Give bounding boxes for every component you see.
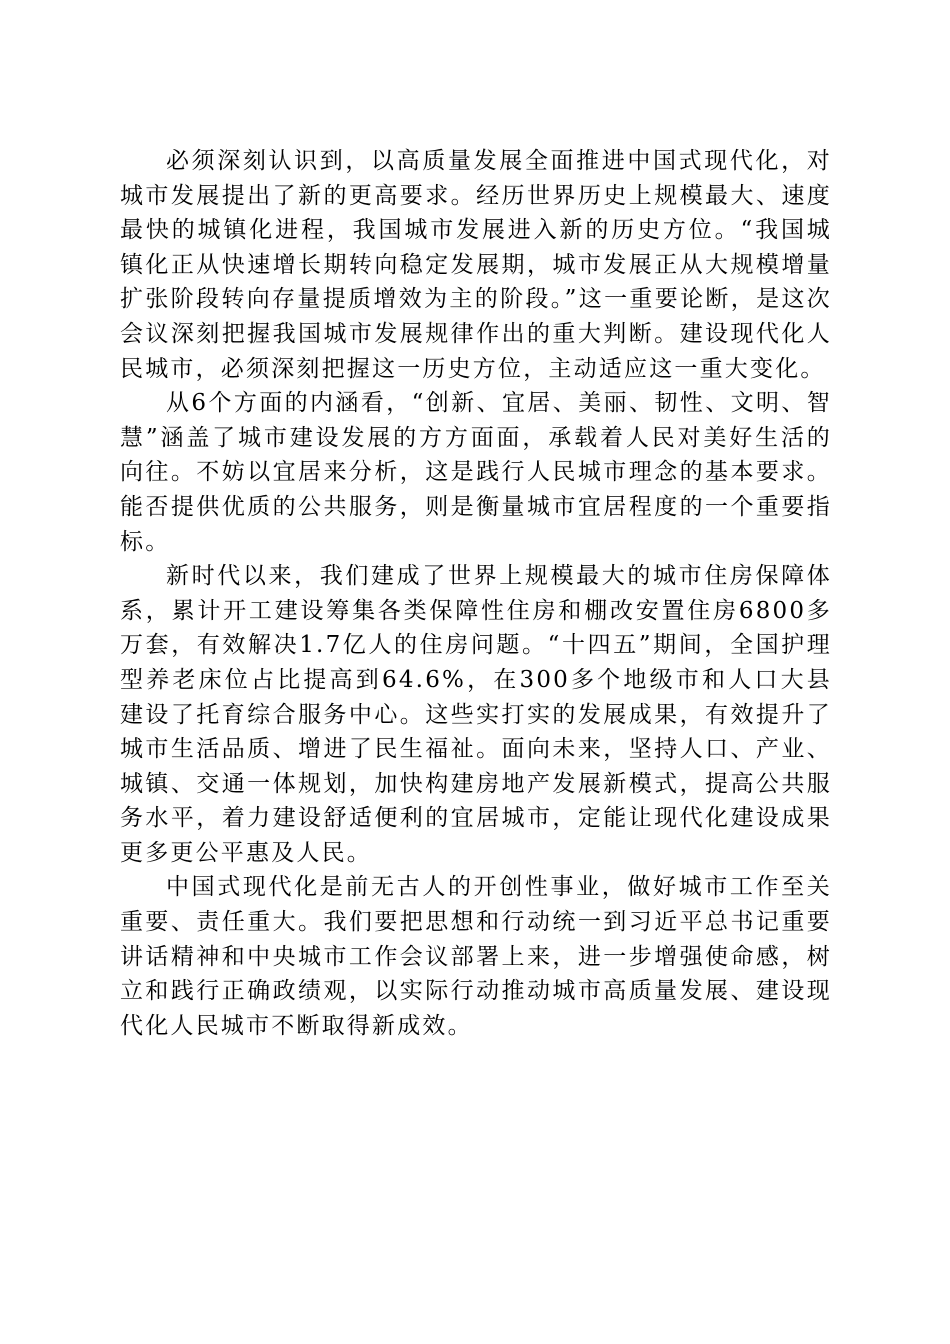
paragraph-historical-position: 必须深刻认识到，以高质量发展全面推进中国式现代化，对城市发展提出了新的更高要求。经历世界历史上规模最大、速度最快的城镇化进程，我国城市发展进入新的历史方位。“我国城镇化正从快速增长期转向稳定发展期，城市发展正从大规模增量扩张阶段转向存量提质增效为主的阶段。”这一重要论断，是这次会议深刻把握我国城市发展规律作出的重大判断。建设现代化人民城市，必须深刻把握这一历史方位，主动适应这一重大变化。 bbox=[120, 148, 832, 382]
document-body bbox=[120, 144, 832, 1043]
paragraph-new-era-achievements: 新时代以来，我们建成了世界上规模最大的城市住房保障体系，累计开工建设筹集各类保障性住房和棚改安置住房6800多万套，有效解决1.7亿人的住房问题。“十四五”期间，全国护理型养老床位占比提高到64.6%，在300多个地级市和人口大县建设了托育综合服务中心。这些实打实的发展成果，有效提升了城市生活品质、增进了民生福祉。面向未来，坚持人口、产业、城镇、交通一体规划，加快构建房地产发展新模式，提高公共服务水平，着力建设舒适便利的宜居城市，定能让现代化建设成果更多更公平惠及人民。 bbox=[120, 563, 832, 866]
paragraph-six-aspects: 从6个方面的内涵看，“创新、宜居、美丽、韧性、文明、智慧”涵盖了城市建设发展的方方面面，承载着人民对美好生活的向往。不妨以宜居来分析，这是践行人民城市理念的基本要求。能否提供优质的公共服务，则是衡量城市宜居程度的一个重要指标。 bbox=[120, 390, 832, 555]
paragraph-conclusion: 中国式现代化是前无古人的开创性事业，做好城市工作至关重要、责任重大。我们要把思想和行动统一到习近平总书记重要讲话精神和中央城市工作会议部署上来，进一步增强使命感，树立和践行正确政绩观，以实际行动推动城市高质量发展、建设现代化人民城市不断取得新成效。 bbox=[120, 874, 832, 1039]
